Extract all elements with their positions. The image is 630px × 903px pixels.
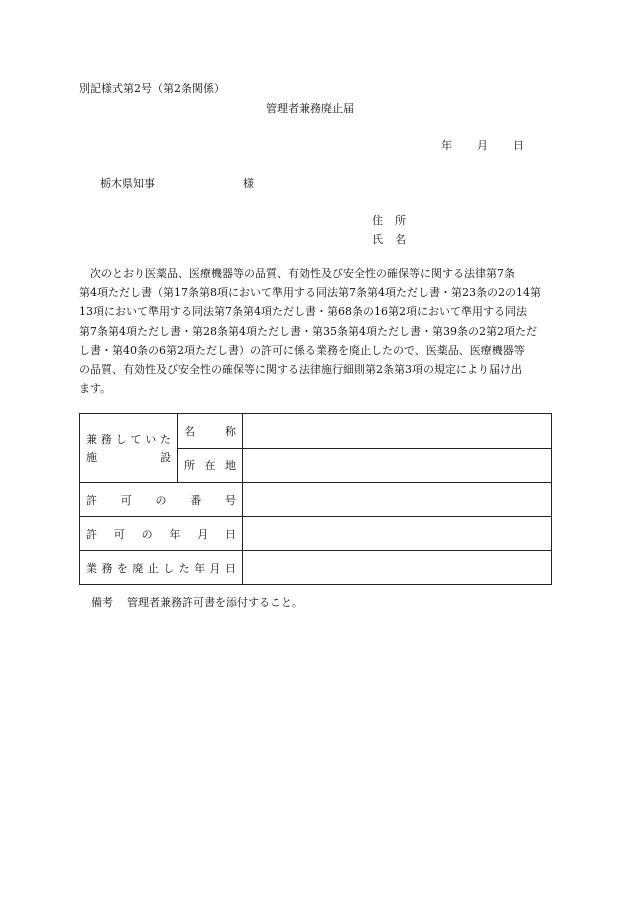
date-year-label: 年 xyxy=(441,139,452,152)
addressee-name: 栃木県知事 xyxy=(100,177,155,190)
date-month-label: 月 xyxy=(477,139,488,152)
label-char: 月 xyxy=(209,561,221,575)
facility-label-char: て xyxy=(130,433,142,446)
location-label-cell xyxy=(178,448,243,483)
label-char: 日 xyxy=(224,527,236,541)
discontinue-date-field[interactable] xyxy=(243,551,552,585)
label-char: 日 xyxy=(224,561,236,575)
label-char: 月 xyxy=(197,527,209,541)
facility-label-char: し xyxy=(115,433,127,446)
label-char: 号 xyxy=(225,493,236,507)
body-line: ます。 xyxy=(79,382,112,396)
date-day-label: 日 xyxy=(513,139,524,152)
applicant-name-label: 氏名 xyxy=(372,233,418,246)
body-line: 第4項ただし書（第17条第8項において準用する同法第7条第4項ただし書・第23条の2の14第 xyxy=(79,286,541,300)
label-char: 許 xyxy=(86,493,97,507)
label-char: 番 xyxy=(190,493,202,507)
location-label-char: 在 xyxy=(204,459,216,473)
label-char: し xyxy=(163,561,175,575)
body-line: 次のとおり医薬品、医療機器等の品質、有効性及び安全性の確保等に関する法律第7条 xyxy=(79,267,515,280)
name-label-cell xyxy=(178,414,243,449)
label-char: 可 xyxy=(113,527,125,541)
name-label-char: 名 xyxy=(184,424,195,438)
notice-body xyxy=(79,264,559,398)
label-char: 廃 xyxy=(132,561,144,575)
table-row xyxy=(80,483,552,517)
facility-label-char: 施 xyxy=(86,451,97,464)
facility-name-field[interactable] xyxy=(243,414,552,449)
permit-date-label-cell xyxy=(80,517,243,551)
facility-label-char: い xyxy=(145,433,157,446)
form-number: 別記様式第2号（第2条関係） xyxy=(79,82,225,95)
table-row xyxy=(80,517,552,551)
remarks-text: 管理者兼務許可書を添付すること。 xyxy=(127,596,303,609)
label-char: を xyxy=(116,561,128,575)
table-row xyxy=(80,551,552,585)
location-label-char: 地 xyxy=(225,459,236,473)
facility-label-char: 設 xyxy=(160,451,171,464)
label-char: の xyxy=(155,493,167,507)
facility-table xyxy=(79,413,552,585)
applicant-address-label: 住所 xyxy=(372,214,418,227)
label-char: 務 xyxy=(101,561,113,575)
facility-label-char: た xyxy=(159,433,171,446)
facility-label-char: 務 xyxy=(100,433,112,446)
body-line: の品質、有効性及び安全性の確保等に関する法律施行細則第2条第3項の規定により届け出 xyxy=(79,363,522,377)
table-row xyxy=(80,414,552,449)
label-char: 業 xyxy=(86,561,97,575)
label-char: 許 xyxy=(86,527,97,541)
label-char: 可 xyxy=(120,493,132,507)
permit-number-field[interactable] xyxy=(243,483,552,517)
name-label-char: 称 xyxy=(225,424,236,438)
body-line: し書・第40条の6第2項ただし書）の許可に係る業務を廃止したので、医薬品、医療機器等 xyxy=(79,343,525,357)
remarks-label: 備考 xyxy=(91,596,113,609)
location-label-char: 所 xyxy=(184,459,195,473)
label-char: 年 xyxy=(169,527,181,541)
facility-location-field[interactable] xyxy=(243,448,552,483)
document-title: 管理者兼務廃止届 xyxy=(266,102,354,115)
facility-label-cell xyxy=(80,414,178,483)
body-line: 13項において準用する同法第7条第4項ただし書・第68条の16第2項において準用する同法 xyxy=(79,305,527,319)
label-char: た xyxy=(178,561,190,575)
addressee-suffix: 様 xyxy=(243,177,254,190)
discontinue-date-label-cell xyxy=(80,551,243,585)
label-char: 止 xyxy=(147,561,159,575)
body-line: 第7条第4項ただし書・第28条第4項ただし書・第35条第4項ただし書・第39条の2第2項ただ xyxy=(79,324,537,338)
label-char: の xyxy=(141,527,153,541)
remarks xyxy=(91,594,303,610)
permit-number-label-cell xyxy=(80,483,243,517)
label-char: 年 xyxy=(194,561,206,575)
facility-label-char: 兼 xyxy=(86,433,97,446)
permit-date-field[interactable] xyxy=(243,517,552,551)
